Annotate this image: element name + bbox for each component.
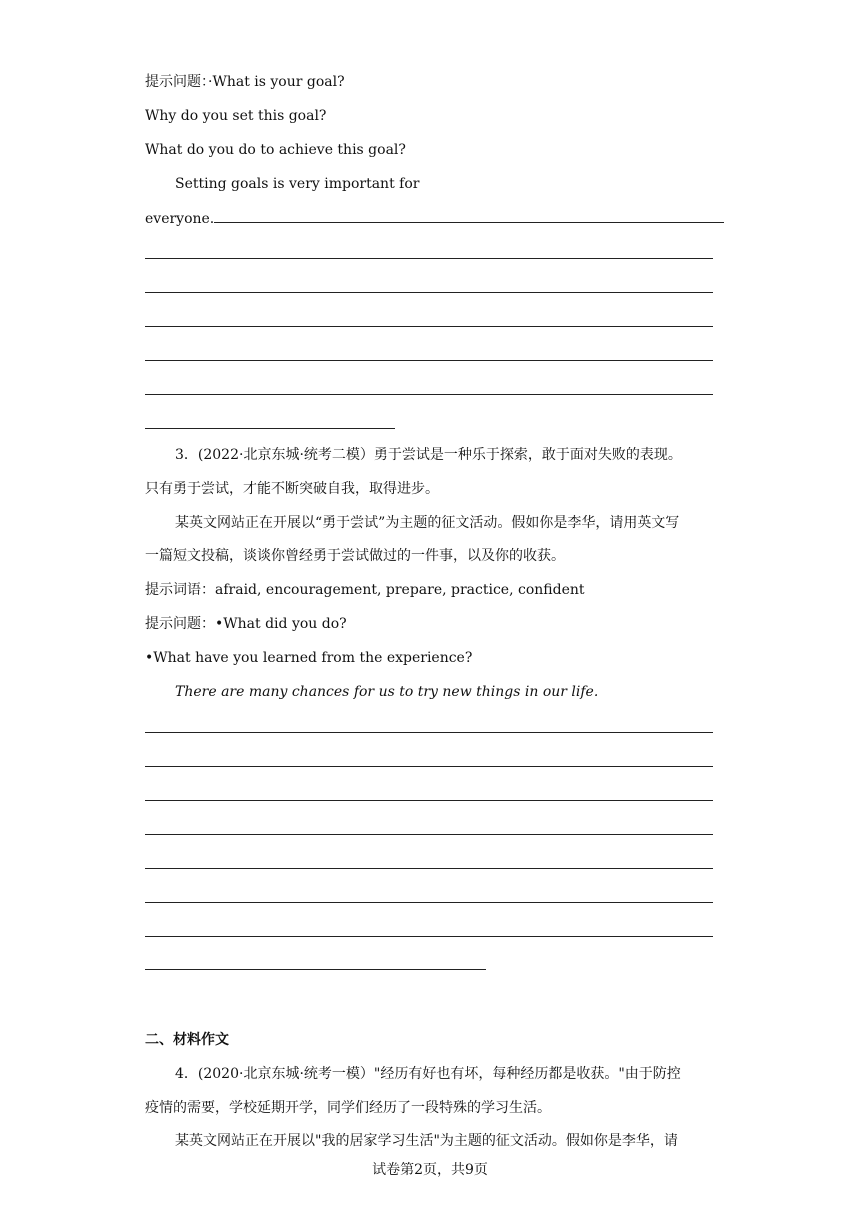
q2-prompt-q1: ·What is your goal? (208, 74, 345, 90)
q2-opening-cont (145, 208, 724, 229)
answer-line (145, 936, 713, 937)
q2-opening-cont-text: everyone. (145, 211, 215, 227)
q4-line1: 4．(2020·北京东城·统考一模）"经历有好也有坏，每种经历都是收获。"由于防控 (175, 1066, 681, 1082)
q4-line3: 某英文网站正在开展以"我的居家学习生活"为主题的征文活动。假如你是李华，请 (175, 1133, 678, 1149)
q3-line2: 只有勇于尝试，才能不断突破自我，取得进步。 (145, 481, 439, 497)
answer-line (145, 326, 713, 327)
answer-line (145, 360, 713, 361)
answer-line (145, 969, 486, 970)
answer-line (145, 834, 713, 835)
page-footer: 试卷第2页，共9页 (372, 1162, 488, 1178)
q3-prompt-question2: •What have you learned from the experience? (145, 650, 473, 666)
q2-prompt-q3: What do you do to achieve this goal? (145, 142, 406, 158)
q3-line3: 某英文网站正在开展以“勇于尝试”为主题的征文活动。假如你是李华，请用英文写 (175, 515, 680, 531)
answer-line (145, 766, 713, 767)
q2-opening: Setting goals is very important for (175, 176, 420, 192)
answer-line (145, 428, 395, 429)
q3-line4: 一篇短文投稿，谈谈你曾经勇于尝试做过的一件事，以及你的收获。 (145, 548, 565, 564)
section-title: 二、材料作文 (145, 1032, 229, 1048)
q3-prompt-questions: 提示问题：•What did you do? (145, 616, 347, 632)
answer-line (214, 208, 724, 223)
answer-line (145, 800, 713, 801)
answer-line (145, 292, 713, 293)
q2-prompt-q2: Why do you set this goal? (145, 108, 327, 124)
q3-prompt-words: 提示词语：afraid, encouragement, prepare, practice, confident (145, 582, 585, 598)
q2-prompt-questions (145, 72, 345, 92)
answer-line (145, 868, 713, 869)
q2-prompt-label: 提示问题： (145, 74, 208, 90)
answer-line (145, 394, 713, 395)
q3-line1: 3．(2022·北京东城·统考二模）勇于尝试是一种乐于探索，敢于面对失败的表现。 (175, 447, 682, 463)
answer-line (145, 258, 713, 259)
answer-line (145, 902, 713, 903)
answer-line (145, 732, 713, 733)
q3-opening: There are many chances for us to try new things in our life. (175, 684, 599, 700)
q4-line2: 疫情的需要，学校延期开学，同学们经历了一段特殊的学习生活。 (145, 1100, 551, 1116)
